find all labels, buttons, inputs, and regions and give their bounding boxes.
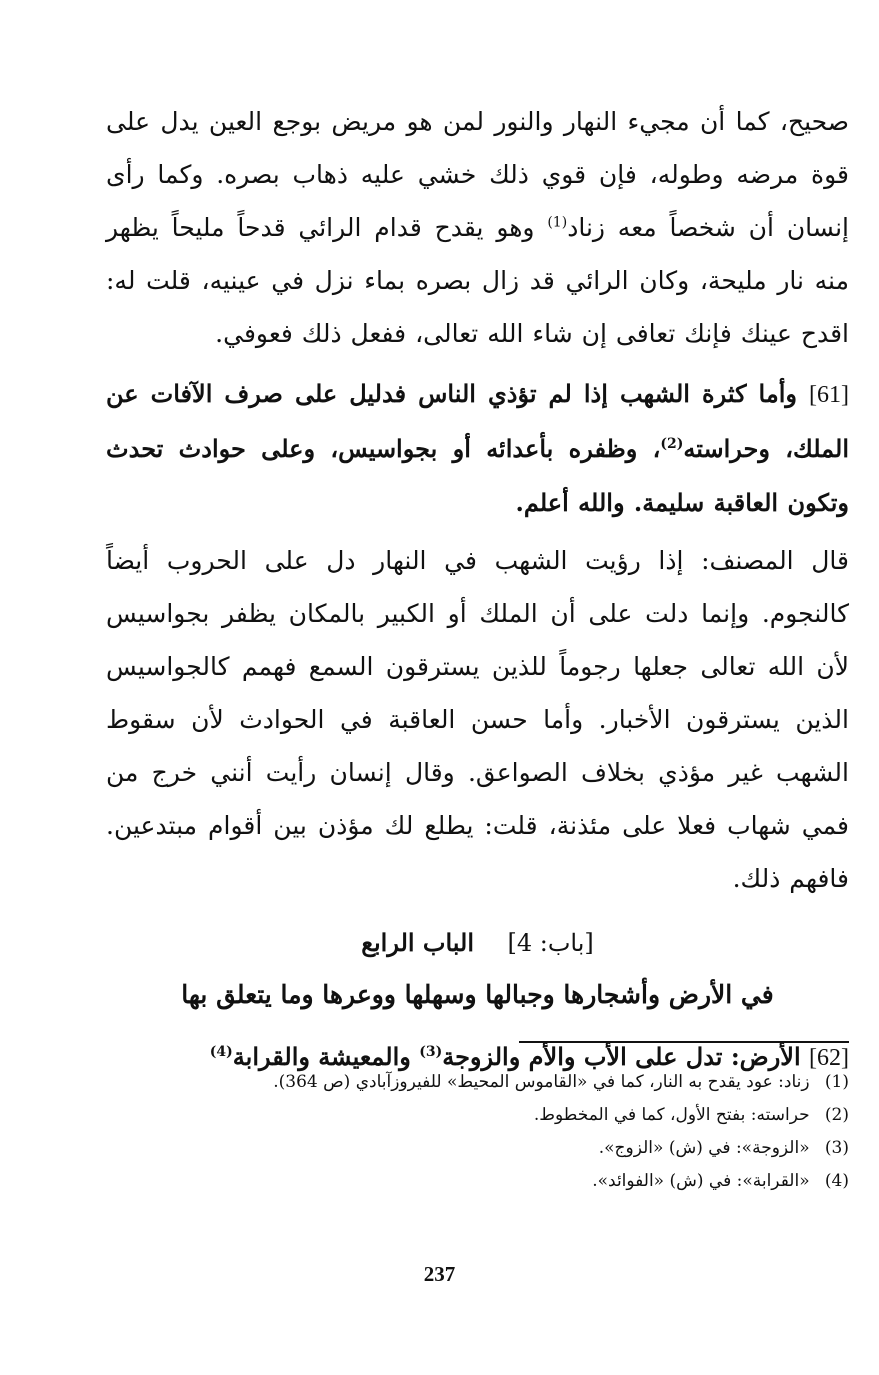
footnote-number: (2) bbox=[824, 1105, 849, 1125]
entry-62-number: [62] bbox=[809, 1045, 849, 1071]
footnote-item bbox=[140, 1165, 849, 1198]
paragraph-1 bbox=[106, 95, 849, 360]
footnote-number: (4) bbox=[824, 1171, 849, 1191]
entry-61-text-b: ، وظفره بأعدائه أو بجواسيس، وعلى حوادث تحدث وتكون العاقبة سليمة. والله أعلم. bbox=[106, 434, 849, 517]
entry-61-text-a: وأما كثرة الشهب إذا لم تؤذي الناس فدليل على صرف الآفات عن الملك، وحراسته bbox=[106, 379, 850, 463]
entry-62-text-b: والمعيشة والقرابة bbox=[232, 1042, 420, 1071]
entry-61-number: [61] bbox=[809, 382, 849, 408]
footnote-ref-3[interactable]: (3) bbox=[419, 1044, 443, 1060]
paragraph-1-rest: وهو يقدح قدام الرائي قدحاً مليحاً يظهر منه نار مليحة، وكان الرائي قد زال بصره بماء نزل في عينيه، قلت له: اقدح عينك فإنك تعافى إن شاء الله تعالى، ففعل ذلك فعوفي. bbox=[106, 213, 849, 348]
footnote-text: «القرابة»: في (ش) «الفوائد». bbox=[592, 1171, 810, 1191]
footnote-ref-2[interactable]: (2) bbox=[660, 436, 684, 452]
entry-61 bbox=[106, 367, 849, 530]
footnote-item bbox=[140, 1099, 849, 1132]
chapter-bracket: [باب: 4] bbox=[507, 929, 594, 957]
footnote-ref-1[interactable]: (1) bbox=[547, 214, 568, 231]
chapter-subtitle: في الأرض وأشجارها وجبالها وسهلها ووعرها وما يتعلق بها bbox=[181, 980, 774, 1009]
page-number: 237 bbox=[423, 1262, 456, 1286]
paragraph-1-text: صحيح، كما أن مجيء النهار والنور لمن هو مريض بوجع العين يدل على قوة مرضه وطوله، فإن قوي ذلك خشي عليه ذهاب بصره. وكما رأى إنسان أن شخصاً معه زناد bbox=[106, 107, 850, 242]
footnote-item bbox=[140, 1132, 849, 1165]
footnote-text: «الزوجة»: في (ش) «الزوج». bbox=[598, 1138, 810, 1158]
chapter-heading bbox=[106, 923, 849, 963]
paragraph-3: قال المصنف: إذا رؤيت الشهب في النهار دل على الحروب أيضاً كالنجوم. وإنما دلت على أن الملك أو الكبير بالمكان يظفر بجواسيس لأن الله تعالى جعلها رجوماً للذين يسترقون السمع فهمم كالجواسيس الذين يسترقون الأخبار. وأما حسن العاقبة في الحوادث لأن سقوط الشهب غير مؤذي بخلاف الصواعق. وقال إنسان رأيت أنني خرج من فمي شهاب فعلا على مئذنة، قلت: يطلع لك مؤذن بين أقوام مبتدعين. فافهم ذلك. bbox=[106, 546, 849, 893]
chapter-title: الباب الرابع bbox=[361, 928, 475, 957]
footnote-number: (3) bbox=[824, 1138, 849, 1158]
footnote-number: (1) bbox=[824, 1072, 849, 1092]
footnotes bbox=[140, 1066, 849, 1198]
footnote-item bbox=[140, 1066, 849, 1099]
entry-62-text-a: الأرض: تدل على الأب والأم والزوجة bbox=[442, 1042, 809, 1071]
footnote-ref-4[interactable]: (4) bbox=[209, 1044, 233, 1060]
footnote-divider bbox=[519, 1041, 849, 1043]
footnote-text: حراسته: بفتح الأول، كما في المخطوط. bbox=[533, 1105, 810, 1125]
page-body bbox=[106, 95, 849, 1078]
footnote-text: زناد: عود يقدح به النار، كما في «القاموس المحيط» للفيروزآبادي (ص 364). bbox=[273, 1072, 810, 1092]
